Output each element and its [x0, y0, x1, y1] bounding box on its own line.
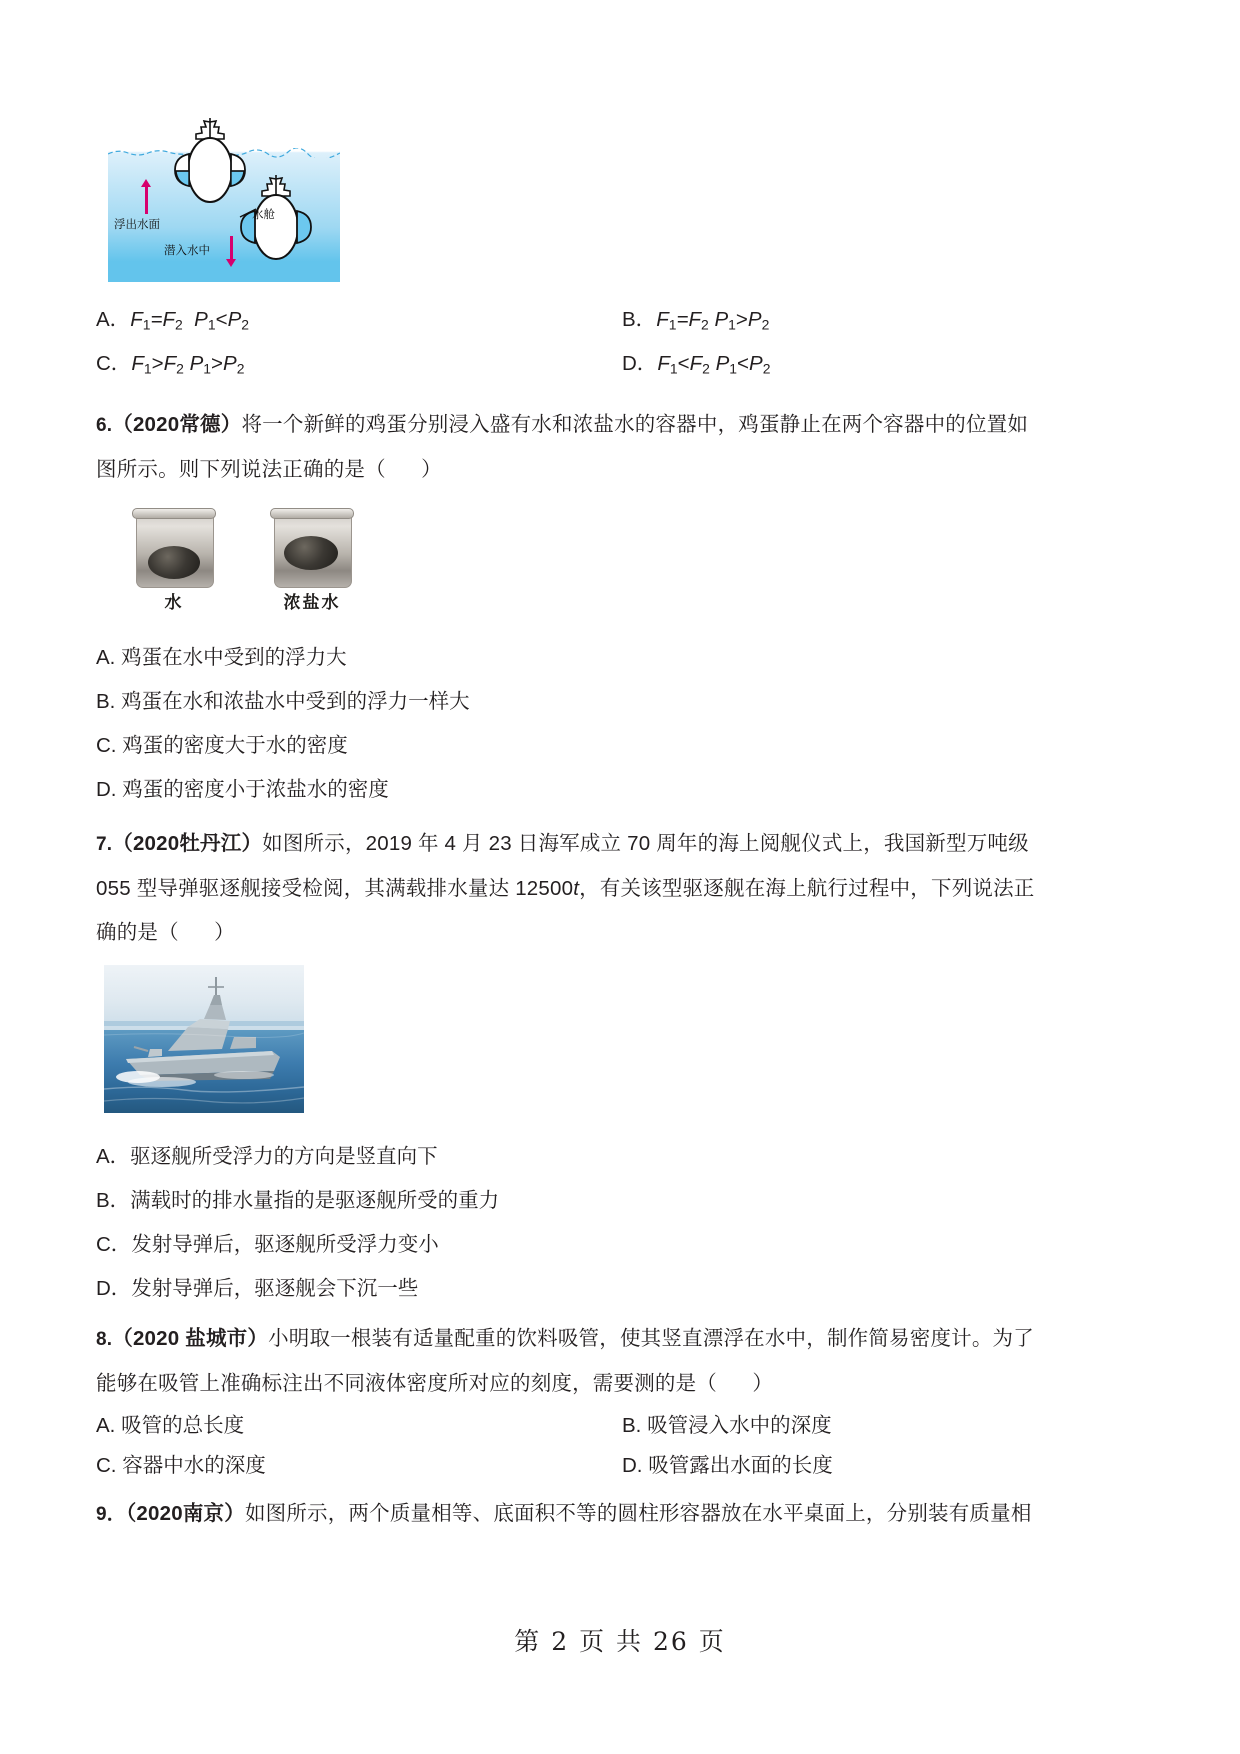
q8-options — [96, 1406, 1148, 1486]
q6-options — [96, 636, 1148, 812]
figure-label-dive: 潜入水中 — [164, 243, 210, 257]
q9-stem-text1: 如图所示，两个质量相等、底面积不等的圆柱形容器放在水平桌面上，分别装有质量相 — [244, 1501, 1032, 1525]
q6-number: 6. — [96, 414, 113, 436]
destroyer-silhouette-icon — [104, 965, 304, 1113]
q6-stem-text1: 将一个新鲜的鸡蛋分别浸入盛有水和浓盐水的容器中，鸡蛋静止在两个容器中的位置如 — [241, 412, 1029, 436]
q8-option-row-cd — [96, 1446, 1148, 1486]
egg-icon — [284, 536, 338, 570]
q7-stem-text1: 如图所示，2019 年 4 月 23 日海军成立 70 周年的海上阅舰仪式上，我国新型万吨级 — [262, 831, 1029, 855]
q8-stem-line2: 能够在吸管上准确标注出不同液体密度所对应的刻度，需要测的是（ ） — [96, 1371, 774, 1395]
q6-source: （2020常德） — [112, 412, 242, 436]
q7-options — [96, 1135, 1148, 1311]
q5-option-row-ab — [96, 300, 1148, 344]
figure-label-surface: 浮出水面 — [114, 217, 160, 231]
q7-option-b[interactable]: B．满载时的排水量指的是驱逐舰所受的重力 — [96, 1188, 500, 1212]
q7-source: （2020牡丹江） — [112, 831, 263, 855]
q7-number: 7. — [96, 833, 113, 855]
q5-option-row-cd — [96, 344, 1148, 388]
q7-stem-line2 — [96, 867, 1148, 911]
q5-option-b[interactable]: B．$F_1=F_2$ $P_1>P_2$ — [622, 308, 770, 333]
submarine-diving-icon — [228, 174, 324, 266]
q7-stem-line1 — [96, 822, 1148, 867]
egg-in-water-and-brine-figure — [118, 506, 378, 614]
q6-option-b[interactable]: B. 鸡蛋在水和浓盐水中受到的浮力一样大 — [96, 689, 470, 713]
q9-number: 9． — [96, 1503, 126, 1525]
q8-stem-line1 — [96, 1317, 1148, 1362]
tank-leader-line-icon — [239, 206, 257, 220]
beaker-brine-label: 浓盐水 — [283, 592, 341, 613]
q6-stem-line1 — [96, 403, 1148, 448]
q7-stem-text2b: ，有关该型驱逐舰在海上航行过程中，下列说法正 — [579, 876, 1035, 900]
beaker-water — [132, 506, 216, 586]
q6-option-c[interactable]: C. 鸡蛋的密度大于水的密度 — [96, 733, 348, 757]
q5-option-d[interactable]: D．$F_1<F_2$ $P_1<P_2$ — [622, 352, 771, 377]
egg-icon — [148, 546, 200, 579]
q5-option-a[interactable]: A．$F_1=F_2$ $P_1<P_2$ — [96, 308, 250, 333]
q9-source: （2020南京） — [125, 1501, 245, 1525]
beaker-rim — [270, 508, 354, 519]
beaker-brine — [270, 506, 354, 586]
q6-option-a[interactable]: A. 鸡蛋在水中受到的浮力大 — [96, 645, 347, 669]
q7-option-d[interactable]: D．发射导弹后，驱逐舰会下沉一些 — [96, 1276, 419, 1300]
q8-option-d[interactable]: D. 吸管露出水面的长度 — [622, 1453, 833, 1477]
beaker-rim — [132, 508, 216, 519]
q8-number: 8. — [96, 1328, 113, 1350]
q9-stem-line1 — [96, 1492, 1148, 1537]
figure-label-tank: 水舱 — [252, 207, 275, 221]
page-content — [96, 0, 1148, 1537]
beaker-water-label: 水 — [164, 592, 184, 613]
q8-option-a[interactable]: A. 吸管的总长度 — [96, 1413, 245, 1437]
q7-stem-text2a: 055 型导弹驱逐舰接受检阅，其满载排水量达 12500 — [96, 876, 574, 900]
q8-option-row-ab — [96, 1406, 1148, 1446]
q7-option-c[interactable]: C．发射导弹后，驱逐舰所受浮力变小 — [96, 1232, 439, 1256]
q6-option-d[interactable]: D. 鸡蛋的密度小于浓盐水的密度 — [96, 777, 389, 801]
diving-arrow-icon — [230, 236, 233, 260]
q5-options — [96, 300, 1148, 389]
type-055-destroyer-photo — [104, 965, 304, 1113]
q8-option-c[interactable]: C. 容器中水的深度 — [96, 1453, 266, 1477]
q8-option-b[interactable]: B. 吸管浸入水中的深度 — [622, 1413, 832, 1437]
submarine-buoyancy-diagram — [108, 112, 340, 282]
surfacing-arrow-icon — [145, 186, 148, 214]
q7-stem-line3: 确的是（ ） — [96, 920, 235, 944]
q5-option-c[interactable]: C．$F_1>F_2$ $P_1>P_2$ — [96, 352, 245, 377]
q8-stem-text1: 小明取一根装有适量配重的饮料吸管，使其竖直漂浮在水中，制作简易密度计。为了 — [268, 1326, 1034, 1350]
q7-option-a[interactable]: A．驱逐舰所受浮力的方向是竖直向下 — [96, 1144, 438, 1168]
q8-source: （2020 盐城市） — [112, 1326, 269, 1350]
q7-unit-tonne: t — [573, 876, 580, 900]
page-footer: 第 2 页 共 26 页 — [514, 1627, 726, 1656]
q6-stem-line2: 图所示。则下列说法正确的是（ ） — [96, 457, 442, 481]
